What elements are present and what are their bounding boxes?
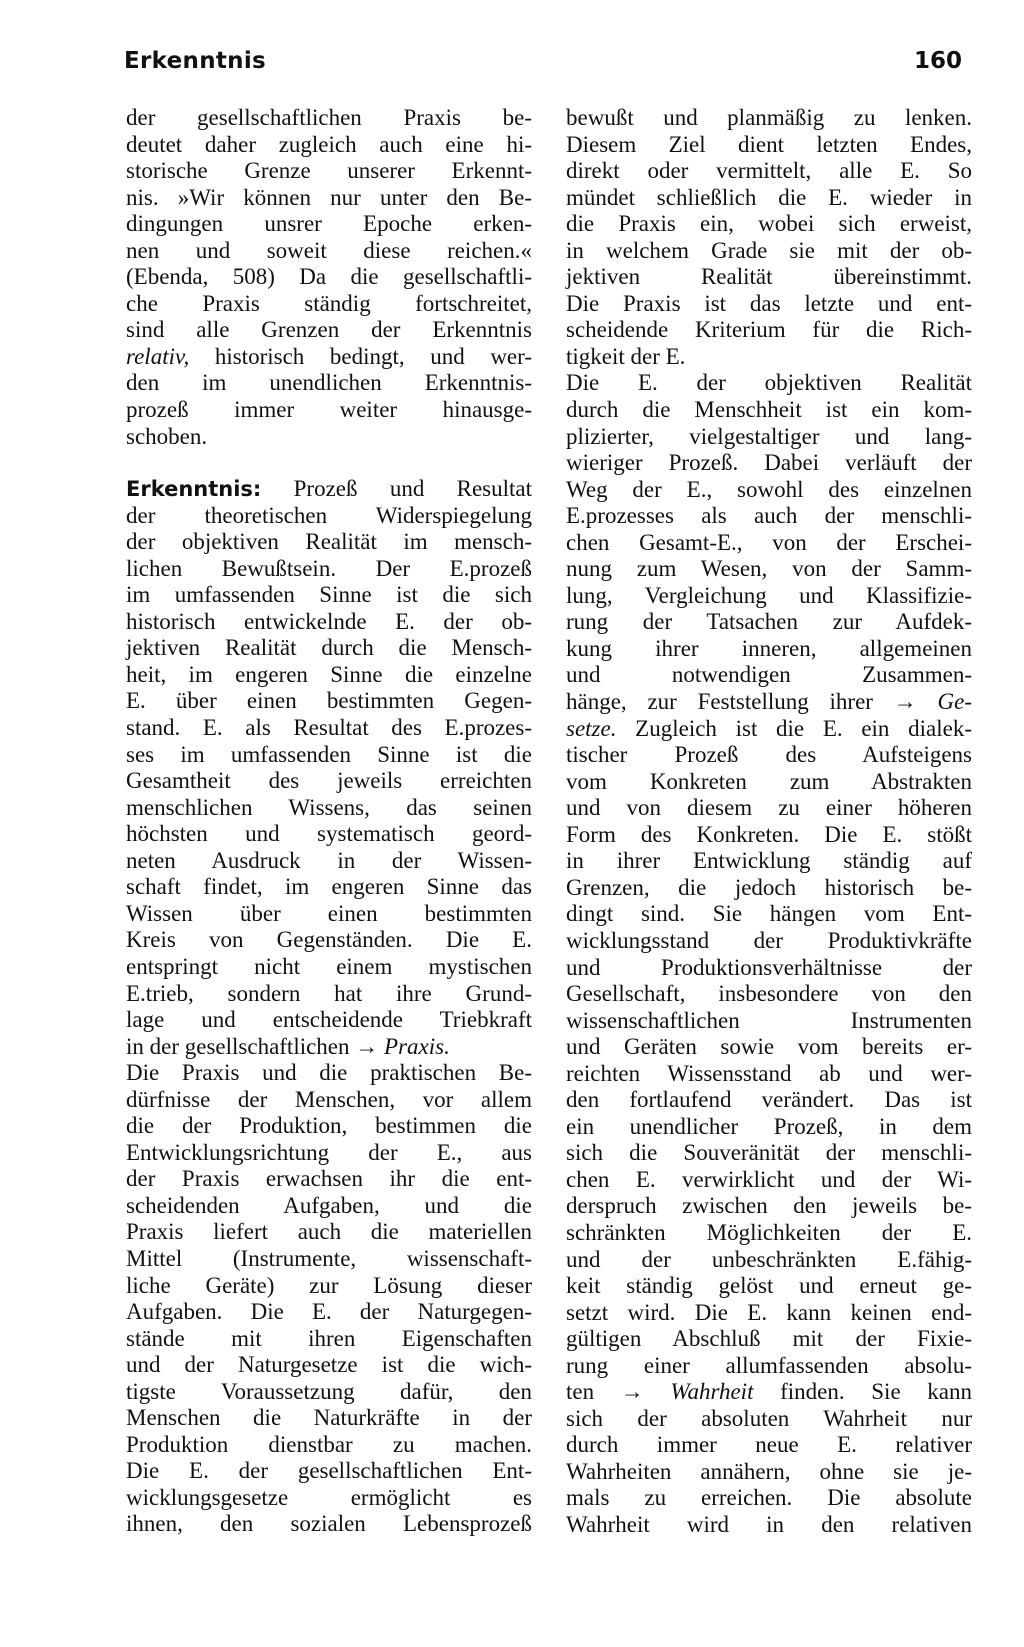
text-line: setzt wird. Die E. kann keinen end-	[566, 1299, 972, 1325]
text-line: sich die Souveränität der menschli-	[566, 1140, 972, 1166]
text-line-wahrheit	[566, 1379, 972, 1406]
text-line: mündet schließlich die E. wieder in	[566, 184, 972, 210]
text-line: lage und entscheidende Triebkraft	[126, 1007, 532, 1033]
text-line: schoben.	[126, 423, 208, 449]
text-line: der theoretischen Widerspiegelung	[126, 502, 532, 528]
text-line: Entwicklungsrichtung der E., aus	[126, 1139, 532, 1165]
cross-reference-gesetze[interactable]: Ge-	[937, 689, 972, 715]
text-line: wieriger Prozeß. Dabei verläuft der	[566, 450, 972, 476]
running-title: Erkenntnis	[124, 48, 267, 74]
text-line: Wahrheit wird in den relativen	[566, 1511, 972, 1537]
cross-reference-praxis[interactable]: Praxis.	[384, 1033, 450, 1059]
text-line: tigkeit der E.	[566, 343, 686, 369]
text-line: Wissen über einen bestimmten	[126, 900, 532, 926]
text-line: kung ihrer inneren, allgemeinen	[566, 635, 972, 661]
text-line: Aufgaben. Die E. der Naturgegen-	[126, 1299, 532, 1325]
text-line: derspruch zwischen den jeweils be-	[566, 1193, 972, 1219]
text-line: und Produktionsverhältnisse der	[566, 954, 972, 980]
text-line: höchsten und systematisch geord-	[126, 821, 532, 847]
text-line: gültigen Abschluß mit der Fixie-	[566, 1326, 972, 1352]
text-line-gesetze	[566, 689, 972, 716]
text-line: und der unbeschränkten E.fähig-	[566, 1246, 972, 1272]
text-line: heit, im engeren Sinne die einzelne	[126, 661, 532, 687]
text-line: jektiven Realität übereinstimmt.	[566, 264, 972, 290]
text-line: Gesamtheit des jeweils erreichten	[126, 768, 532, 794]
text-line: liche Geräte) zur Lösung dieser	[126, 1272, 532, 1298]
text-line: (Ebenda, 508) Da die gesellschaftli-	[126, 264, 532, 290]
text-line: in welchem Grade sie mit der ob-	[566, 237, 972, 263]
text-line: dingt sind. Sie hängen vom Ent-	[566, 901, 972, 927]
text-line: durch die Menschheit ist ein kom-	[566, 397, 972, 423]
text-line: neten Ausdruck in der Wissen-	[126, 847, 532, 873]
text-line: mals zu erreichen. Die absolute	[566, 1485, 972, 1511]
text-line: dingungen unsrer Epoche erken-	[126, 211, 532, 237]
text-line: Gesellschaft, insbesondere von den	[566, 981, 972, 1007]
text-line: menschlichen Wissens, das seinen	[126, 794, 532, 820]
text-line: prozeß immer weiter hinausge-	[126, 397, 532, 423]
cross-reference-setze[interactable]: setze.	[566, 715, 617, 741]
text-line: die Praxis ein, wobei sich erweist,	[566, 211, 972, 237]
text-line: Kreis von Gegenständen. Die E.	[126, 927, 532, 953]
entry-first-line-rest: Prozeß und Resultat	[261, 476, 532, 502]
text-line: jektiven Realität durch die Mensch-	[126, 635, 532, 661]
text-line: dürfnisse der Menschen, vor allem	[126, 1086, 532, 1112]
text-line: Wahrheiten annähern, ohne sie je-	[566, 1458, 972, 1484]
text-line: storische Grenze unserer Erkennt-	[126, 158, 532, 184]
text-line: Produktion dienstbar zu machen.	[126, 1431, 532, 1457]
text-line: im umfassenden Sinne ist die sich	[126, 582, 532, 608]
text-line: vom Konkreten zum Abstrakten	[566, 768, 972, 794]
text-line: nis. »Wir können nur unter den Be-	[126, 184, 532, 210]
text-line: und Geräten sowie vom bereits er-	[566, 1034, 972, 1060]
text-line: E.trieb, sondern hat ihre Grund-	[126, 980, 532, 1006]
paragraph-gap	[126, 450, 532, 476]
wahrheit-line-text: ten →	[566, 1379, 671, 1405]
text-line-relativ	[126, 344, 532, 371]
running-head	[124, 48, 962, 88]
text-line: tigste Voraussetzung dafür, den	[126, 1378, 532, 1404]
text-line: wicklungsstand der Produktivkräfte	[566, 927, 972, 953]
text-line: lichen Bewußtsein. Der E.prozeß	[126, 555, 532, 581]
page-number: 160	[913, 48, 962, 74]
text-line: Die E. der objektiven Realität	[566, 370, 972, 396]
text-line: der Praxis erwachsen ihr die ent-	[126, 1166, 532, 1192]
text-line: und der Naturgesetze ist die wich-	[126, 1352, 532, 1378]
text-line: sich der absoluten Wahrheit nur	[566, 1405, 972, 1431]
text-line: schränkten Möglichkeiten der E.	[566, 1219, 972, 1245]
text-line: Weg der E., sowohl des einzelnen	[566, 476, 972, 502]
text-line: Praxis liefert auch die materiellen	[126, 1219, 532, 1245]
text-line: rung einer allumfassenden absolu-	[566, 1352, 972, 1378]
text-line: Form des Konkreten. Die E. stößt	[566, 821, 972, 847]
text-line-praxis	[126, 1034, 532, 1061]
text-line: chen E. verwirklicht und der Wi-	[566, 1166, 972, 1192]
text-line: Grenzen, die jedoch historisch be-	[566, 874, 972, 900]
text-line: der objektiven Realität im mensch-	[126, 529, 532, 555]
text-line: Die Praxis ist das letzte und ent-	[566, 290, 972, 316]
text-line: ein unendlicher Prozeß, in dem	[566, 1113, 972, 1139]
text-line: E.prozesses als auch der menschli-	[566, 503, 972, 529]
text-line: historisch entwickelnde E. der ob-	[126, 608, 532, 634]
text-line: Die E. der gesellschaftlichen Ent-	[126, 1458, 532, 1484]
text-line: scheidenden Aufgaben, und die	[126, 1192, 532, 1218]
text-line: ses im umfassenden Sinne ist die	[126, 741, 532, 767]
text-line: schaft findet, im engeren Sinne das	[126, 874, 532, 900]
entry-headword-line	[126, 476, 532, 503]
text-line: wissenschaftlichen Instrumenten	[566, 1007, 972, 1033]
text-line: entspringt nicht einem mystischen	[126, 953, 532, 979]
entry-lemma: Erkenntnis:	[126, 477, 262, 502]
text-line: E. über einen bestimmten Gegen-	[126, 688, 532, 714]
italic-relativ: relativ,	[126, 343, 190, 369]
text-line: durch immer neue E. relativer	[566, 1432, 972, 1458]
text-line: der gesellschaftlichen Praxis be-	[126, 105, 532, 130]
text-line: Die Praxis und die praktischen Be-	[126, 1060, 532, 1086]
text-line: in ihrer Entwicklung ständig auf	[566, 848, 972, 874]
text-line: sind alle Grenzen der Erkenntnis	[126, 317, 532, 343]
text-line: ihnen, den sozialen Lebensprozeß	[126, 1511, 532, 1537]
praxis-line-text: in der gesellschaftlichen →	[126, 1033, 385, 1059]
text-line: rung der Tatsachen zur Aufdek-	[566, 609, 972, 635]
wahrheit-line-rest: finden. Sie kann	[753, 1379, 972, 1405]
text-line: scheidende Kriterium für die Rich-	[566, 317, 972, 343]
text-line: und von diesem zu einer höheren	[566, 795, 972, 821]
text-line: die der Produktion, bestimmen die	[126, 1113, 532, 1139]
text-line: deutet daher zugleich auch eine hi-	[126, 131, 532, 157]
text-line: lung, Vergleichung und Klassifizie-	[566, 582, 972, 608]
text-line: reichten Wissensstand ab und wer-	[566, 1060, 972, 1086]
setze-line-rest: Zugleich ist die E. ein dialek-	[616, 715, 972, 741]
text-line: und notwendigen Zusammen-	[566, 662, 972, 688]
text-line: tischer Prozeß des Aufsteigens	[566, 742, 972, 768]
text-line: bewußt und planmäßig zu lenken.	[566, 105, 972, 130]
text-line: wicklungsgesetze ermöglicht es	[126, 1484, 532, 1510]
text-line-setze	[566, 716, 972, 743]
gesetze-line-text: hänge, zur Feststellung ihrer →	[566, 689, 938, 715]
text-line: nung zum Wesen, von der Samm-	[566, 556, 972, 582]
left-column	[126, 105, 532, 1538]
text-line: plizierter, vielgestaltiger und lang-	[566, 423, 972, 449]
text-line: Diesem Ziel dient letzten Endes,	[566, 131, 972, 157]
text-line: Mittel (Instrumente, wissenschaft-	[126, 1245, 532, 1271]
text-line: den im unendlichen Erkenntnis-	[126, 370, 532, 396]
text-line: che Praxis ständig fortschreitet,	[126, 290, 532, 316]
text-line: stand. E. als Resultat des E.prozes-	[126, 715, 532, 741]
text-line: Menschen die Naturkräfte in der	[126, 1405, 532, 1431]
text-line: chen Gesamt-E., von der Erschei-	[566, 529, 972, 555]
text-line: nen und soweit diese reichen.«	[126, 237, 532, 263]
text-line: keit ständig gelöst und erneut ge-	[566, 1273, 972, 1299]
text-line: stände mit ihren Eigenschaften	[126, 1325, 532, 1351]
text-line: direkt oder vermittelt, alle E. So	[566, 158, 972, 184]
text-line: den fortlaufend verändert. Das ist	[566, 1087, 972, 1113]
relativ-line-rest: historisch bedingt, und wer-	[189, 343, 532, 369]
right-column	[566, 105, 972, 1539]
cross-reference-wahrheit[interactable]: Wahrheit	[670, 1379, 754, 1405]
